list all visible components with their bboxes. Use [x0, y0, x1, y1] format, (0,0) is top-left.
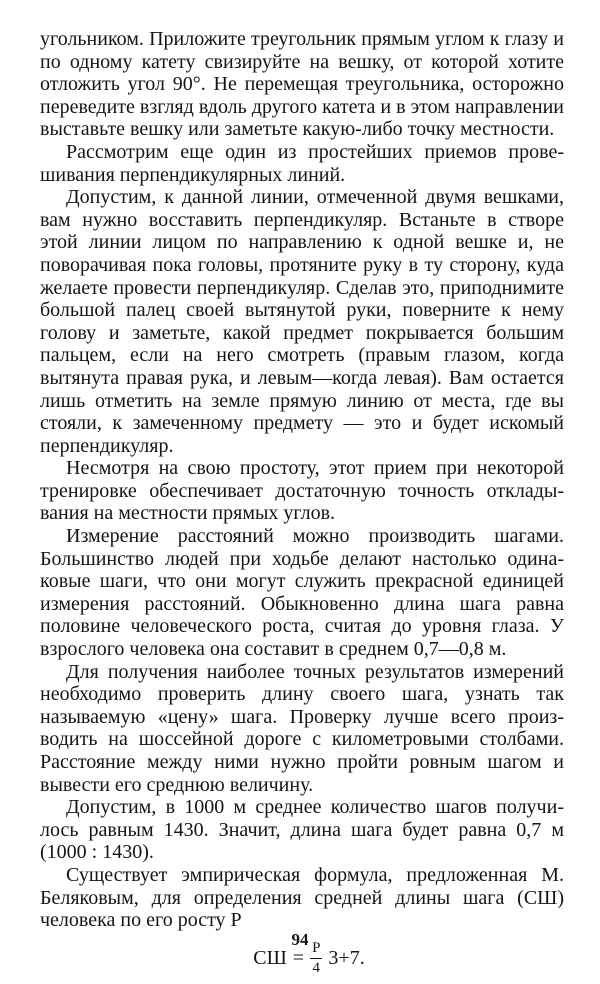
paragraph-5: Измерение расстояний можно производить шагами. Большинство людей при ходьбе делают настолько одинаковые шаги, что они могут служить прекрасной единицей измерения расстояний. Обыкновенно длина шага равна половине человеческого роста, считая до уровня глаза. У взрослого человека она составит в среднем 0,7—0,8 м.	[40, 525, 564, 661]
page-body	[40, 28, 564, 980]
formula-denominator: 4	[312, 960, 320, 977]
formula-tail: 3+7.	[328, 947, 365, 970]
paragraph-4: Несмотря на свою простоту, этот прием при некоторой тренировке обеспечивает достаточную точность откладывания на местности прямых углов.	[40, 457, 564, 525]
paragraph-7: Допустим, в 1000 м среднее количество шагов получилось равным 1430. Значит, длина шага будет равна 0,7 м (1000 : 1430).	[40, 796, 564, 864]
paragraph-1: угольником. Приложите треугольник прямым углом к глазу и по одному катету свизируйте на вешку, от которой хотите отложить угол 90°. Не перемещая треугольника, осторожно переведите взгляд вдоль другого катета и в этом направлении выставьте вешку или заметьте какую-либо точку местности.	[40, 28, 564, 141]
paragraph-6: Для получения наиболее точных результатов измерений необходимо проверить длину своего шага, узнать так называемую «цену» шага. Проверку лучше всего производить на шоссейной дороге с километровыми столбами. Расстояние между ними нужно пройти ровным шагом и вывести его среднюю величину.	[40, 660, 564, 796]
formula-equals: =	[292, 947, 305, 970]
paragraph-3: Допустим, к данной линии, отмеченной двумя вешками, вам нужно восставить перпендикуляр. Встаньте в створе этой линии лицом по направлению к одной вешке и, не поворачивая пока головы, протяните руку в ту сторону, куда желаете провести перпендикуляр. Сделав это, приподнимите большой палец своей вытянутой руки, поверните к нему голову и заметьте, какой предмет покрывается большим пальцем, если на него смотреть (правым глазом, когда вытянута правая рука, и левым—когда левая). Вам остается лишь отметить на земле прямую линию от места, где вы стояли, к замеченному предмету — это и будет искомый перпендикуляр.	[40, 186, 564, 457]
paragraph-2: Рассмотрим еще один из простейших приемов провешивания перпендикулярных линий.	[40, 140, 564, 186]
formula-numerator: Р	[310, 940, 322, 959]
page-number: 94	[291, 930, 309, 949]
formula-lhs: СШ	[253, 947, 287, 970]
paragraph-8: Существует эмпирическая формула, предложенная М. Беляковым, для определения средней длины шага (СШ) человека по его росту Р	[40, 863, 564, 932]
